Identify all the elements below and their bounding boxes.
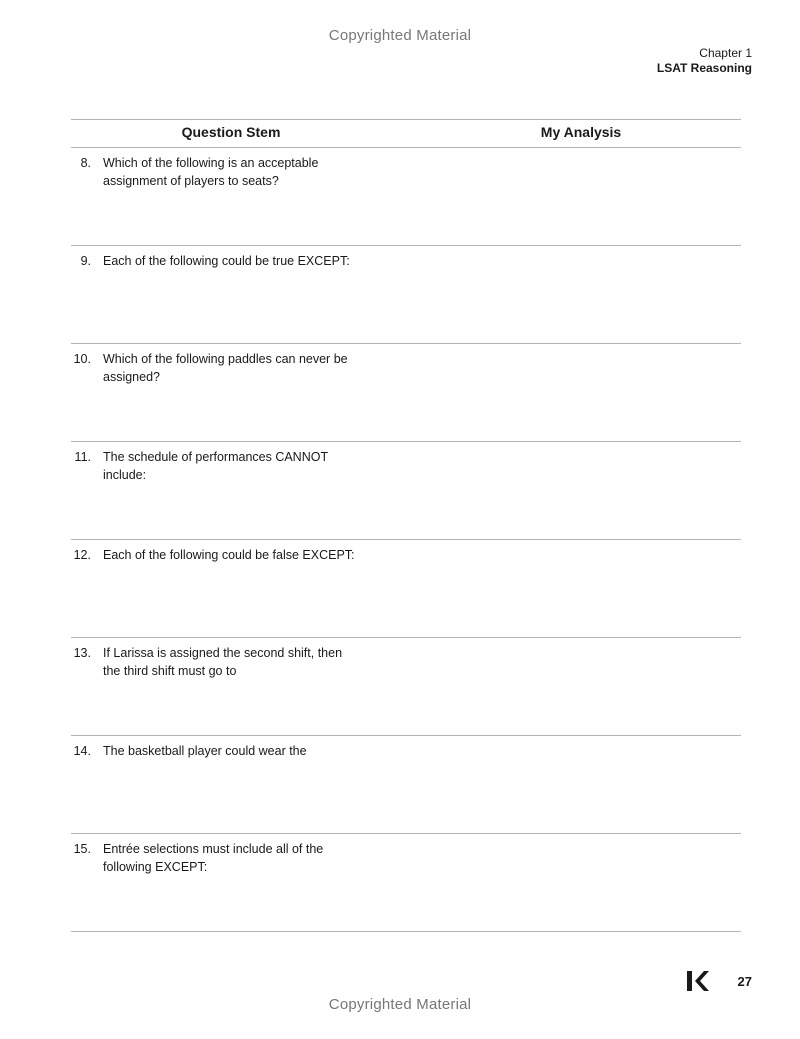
question-number: 11. [74,450,91,464]
analysis-cell[interactable] [421,448,741,528]
chapter-label: Chapter 1 [699,46,752,60]
table-row [71,638,741,736]
question-number: 8. [80,156,91,170]
table-row [71,442,741,540]
question-number: 9. [80,254,91,268]
analysis-cell[interactable] [421,644,741,724]
analysis-cell[interactable] [421,546,741,626]
table-row [71,344,741,442]
table-row [71,246,741,344]
table-row [71,148,741,246]
analysis-cell[interactable] [421,742,741,822]
kaplan-k-logo-icon [687,971,709,991]
analysis-cell[interactable] [421,840,741,920]
question-stem: Which of the following paddles can never be assigned? [103,352,348,384]
page-number: 27 [737,974,752,989]
header-my-analysis: My Analysis [540,124,622,140]
table-row [71,540,741,638]
chapter-title: LSAT Reasoning [656,61,752,75]
running-head [657,46,752,76]
question-table [71,119,741,932]
question-stem: Entrée selections must include all of the following EXCEPT: [103,842,324,874]
table-row [71,736,741,834]
question-number: 10. [73,352,91,366]
watermark-top: Copyrighted Material [328,27,472,44]
question-stem: Each of the following could be true EXCEPT: [103,254,350,268]
question-stem: The schedule of performances CANNOT include: [103,450,328,482]
question-number: 15. [73,842,91,856]
analysis-cell[interactable] [421,350,741,430]
question-stem: The basketball player could wear the [103,744,307,758]
analysis-cell[interactable] [421,252,741,332]
question-number: 14. [73,744,91,758]
watermark-bottom: Copyrighted Material [328,996,472,1013]
table-row [71,834,741,932]
question-number: 13. [73,646,91,660]
question-stem: Which of the following is an acceptable assignment of players to seats? [103,156,319,188]
table-header [71,120,741,148]
question-number: 12. [73,548,91,562]
question-stem: If Larissa is assigned the second shift, then the third shift must go to [103,646,343,678]
analysis-cell[interactable] [421,154,741,234]
header-question-stem: Question Stem [181,124,281,140]
question-stem: Each of the following could be false EXCEPT: [103,548,355,562]
